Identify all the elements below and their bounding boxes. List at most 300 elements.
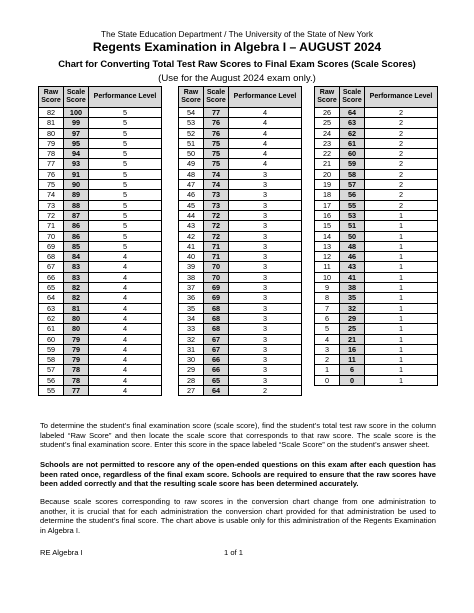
scale-score-cell: 25 [340,324,365,334]
raw-score-header: Raw Score [179,87,204,108]
scale-score-cell: 82 [64,293,89,303]
table-row [179,303,302,313]
scale-score-cell: 55 [340,200,365,210]
table-row [39,190,162,200]
performance-level-cell: 4 [89,324,162,334]
table-row [179,118,302,128]
scale-score-cell: 100 [64,108,89,118]
raw-score-cell: 41 [179,241,204,251]
raw-score-cell: 26 [315,108,340,118]
performance-level-cell: 3 [229,365,302,375]
scale-score-cell: 91 [64,169,89,179]
scale-score-cell: 73 [204,190,229,200]
table-row [179,324,302,334]
scale-score-cell: 68 [204,303,229,313]
raw-score-cell: 51 [179,138,204,148]
scale-score-cell: 74 [204,169,229,179]
table-row [179,386,302,396]
scale-score-cell: 78 [64,375,89,385]
performance-level-cell: 4 [89,293,162,303]
performance-level-header: Performance Level [229,87,302,108]
performance-level-cell: 5 [89,118,162,128]
scale-score-cell: 76 [204,128,229,138]
table-row [179,272,302,282]
raw-score-cell: 63 [39,303,64,313]
instructions-paragraph: To determine the student’s final examination score (scale score), find the student’s total test raw score in the column labeled “Raw Score” and then locate the scale score that corresponds to that raw score. The scale score is the student’s final examination score. Enter this score in the space labeled “Scale Score” on the student’s answer sheet. [40,421,436,450]
conversion-table-3 [314,86,438,386]
raw-score-cell: 75 [39,180,64,190]
table-row [315,221,438,231]
raw-score-cell: 77 [39,159,64,169]
table-row [179,169,302,179]
performance-level-cell: 5 [89,180,162,190]
scale-score-cell: 53 [340,210,365,220]
table-row [315,375,438,385]
table-row [39,118,162,128]
raw-score-cell: 0 [315,375,340,385]
scale-score-cell: 48 [340,241,365,251]
performance-level-cell: 4 [229,108,302,118]
performance-level-cell: 3 [229,272,302,282]
scale-score-cell: 69 [204,293,229,303]
scale-score-cell: 75 [204,159,229,169]
performance-level-cell: 5 [89,221,162,231]
table-row [179,365,302,375]
raw-score-header: Raw Score [39,87,64,108]
performance-level-cell: 4 [89,252,162,262]
scale-score-cell: 85 [64,241,89,251]
table-row [179,283,302,293]
usage-note: (Use for the August 2024 exam only.) [158,73,316,84]
raw-score-cell: 2 [315,355,340,365]
raw-score-cell: 25 [315,118,340,128]
scale-score-cell: 43 [340,262,365,272]
table-row [315,159,438,169]
raw-score-cell: 80 [39,128,64,138]
table-row [179,221,302,231]
chart-subtitle: Chart for Converting Total Test Raw Scores to Final Exam Scores (Scale Scores) [58,58,416,69]
table-row [39,138,162,148]
table-row [315,200,438,210]
table-row [39,149,162,159]
raw-score-cell: 18 [315,190,340,200]
performance-level-cell: 5 [89,190,162,200]
table-row [179,159,302,169]
agency-line: The State Education Department / The University of the State of New York [101,29,373,39]
performance-level-cell: 4 [89,386,162,396]
scale-score-cell: 72 [204,221,229,231]
conversion-table-2 [178,86,302,396]
table-row [315,283,438,293]
table-row [315,324,438,334]
table-row [179,231,302,241]
table-row [179,262,302,272]
raw-score-cell: 36 [179,293,204,303]
table-row [39,159,162,169]
raw-score-cell: 30 [179,355,204,365]
raw-score-cell: 78 [39,149,64,159]
performance-level-cell: 1 [365,231,438,241]
scale-score-cell: 38 [340,283,365,293]
scale-score-cell: 99 [64,118,89,128]
raw-score-cell: 69 [39,241,64,251]
performance-level-cell: 1 [365,334,438,344]
scale-score-cell: 68 [204,313,229,323]
scale-score-cell: 68 [204,324,229,334]
raw-score-cell: 53 [179,118,204,128]
table-row [315,241,438,251]
raw-score-cell: 10 [315,272,340,282]
raw-score-cell: 22 [315,149,340,159]
scale-score-cell: 46 [340,252,365,262]
scale-score-cell: 80 [64,324,89,334]
raw-score-cell: 9 [315,283,340,293]
performance-level-cell: 3 [229,169,302,179]
scale-score-cell: 56 [340,190,365,200]
scale-score-cell: 72 [204,231,229,241]
performance-level-cell: 1 [365,293,438,303]
raw-score-cell: 79 [39,138,64,148]
scale-score-cell: 88 [64,200,89,210]
raw-score-cell: 71 [39,221,64,231]
performance-level-cell: 4 [89,262,162,272]
performance-level-cell: 4 [89,344,162,354]
raw-score-cell: 62 [39,313,64,323]
raw-score-cell: 43 [179,221,204,231]
raw-score-header: Raw Score [315,87,340,108]
performance-level-cell: 5 [89,210,162,220]
scale-score-cell: 93 [64,159,89,169]
performance-level-cell: 4 [229,138,302,148]
administration-note-paragraph: Because scale scores corresponding to raw scores in the conversion chart change from one administration to another, it is crucial that for each administration the conversion chart provided for that administration be used to determine the student’s final score. The chart above is usable only for this administration of the Regents Examination in Algebra I. [40,497,436,535]
scale-score-cell: 82 [64,283,89,293]
raw-score-cell: 19 [315,180,340,190]
raw-score-cell: 61 [39,324,64,334]
raw-score-cell: 28 [179,375,204,385]
performance-level-cell: 3 [229,210,302,220]
table-row [315,262,438,272]
scale-score-cell: 35 [340,293,365,303]
raw-score-cell: 47 [179,180,204,190]
raw-score-cell: 42 [179,231,204,241]
table-row [315,334,438,344]
performance-level-cell: 2 [365,128,438,138]
scale-score-cell: 77 [204,108,229,118]
performance-level-cell: 2 [365,149,438,159]
performance-level-cell: 3 [229,334,302,344]
performance-level-cell: 5 [89,108,162,118]
raw-score-cell: 23 [315,138,340,148]
table-row [39,283,162,293]
raw-score-cell: 8 [315,293,340,303]
scale-score-cell: 77 [64,386,89,396]
performance-level-cell: 4 [89,303,162,313]
scale-score-cell: 21 [340,334,365,344]
scale-score-cell: 41 [340,272,365,282]
performance-level-cell: 3 [229,313,302,323]
performance-level-cell: 3 [229,252,302,262]
performance-level-cell: 2 [229,386,302,396]
table-row [39,303,162,313]
raw-score-cell: 7 [315,303,340,313]
table-row [315,231,438,241]
table-row [39,365,162,375]
scale-score-cell: 50 [340,231,365,241]
scale-score-cell: 70 [204,272,229,282]
raw-score-cell: 70 [39,231,64,241]
table-row [315,313,438,323]
raw-score-cell: 50 [179,149,204,159]
performance-level-cell: 4 [89,355,162,365]
table-row [179,375,302,385]
table-row [315,169,438,179]
table-row [315,138,438,148]
performance-level-cell: 1 [365,365,438,375]
table-row [315,210,438,220]
footer-exam-name: RE Algebra I [40,548,83,557]
raw-score-cell: 73 [39,200,64,210]
scale-score-cell: 62 [340,128,365,138]
scale-score-header: Scale Score [64,87,89,108]
table-row [315,252,438,262]
performance-level-cell: 5 [89,200,162,210]
raw-score-cell: 49 [179,159,204,169]
raw-score-cell: 34 [179,313,204,323]
table-row [179,200,302,210]
table-row [315,190,438,200]
raw-score-cell: 1 [315,365,340,375]
scale-score-cell: 59 [340,159,365,169]
raw-score-cell: 55 [39,386,64,396]
raw-score-cell: 24 [315,128,340,138]
table-row [315,149,438,159]
scale-score-header: Scale Score [204,87,229,108]
performance-level-cell: 4 [89,283,162,293]
raw-score-cell: 52 [179,128,204,138]
raw-score-cell: 4 [315,334,340,344]
raw-score-cell: 66 [39,272,64,282]
performance-level-cell: 5 [89,149,162,159]
raw-score-cell: 21 [315,159,340,169]
performance-level-cell: 2 [365,138,438,148]
scale-score-cell: 97 [64,128,89,138]
performance-level-cell: 2 [365,180,438,190]
table-row [315,272,438,282]
performance-level-cell: 1 [365,272,438,282]
raw-score-cell: 67 [39,262,64,272]
performance-level-cell: 2 [365,118,438,128]
performance-level-cell: 4 [229,128,302,138]
table-row [179,180,302,190]
raw-score-cell: 68 [39,252,64,262]
scale-score-cell: 76 [204,118,229,128]
scale-score-cell: 63 [340,118,365,128]
rescore-policy-paragraph: Schools are not permitted to rescore any of the open-ended questions on this exam after each question has been rated once, regardless of the final exam score. Schools are required to ensure that the raw scores have been added correctly and that the resulting scale score has been determined accurately. [40,460,436,489]
performance-level-cell: 5 [89,241,162,251]
performance-level-cell: 1 [365,355,438,365]
performance-level-header: Performance Level [365,87,438,108]
scale-score-cell: 79 [64,344,89,354]
scale-score-cell: 61 [340,138,365,148]
performance-level-cell: 4 [89,272,162,282]
table-row [315,344,438,354]
scale-score-cell: 79 [64,355,89,365]
scale-score-cell: 66 [204,365,229,375]
scale-score-cell: 16 [340,344,365,354]
scale-score-cell: 75 [204,149,229,159]
performance-level-cell: 1 [365,221,438,231]
table-row [39,324,162,334]
scale-score-cell: 66 [204,355,229,365]
table-row [39,108,162,118]
scale-score-cell: 6 [340,365,365,375]
table-row [39,231,162,241]
table-row [179,138,302,148]
scale-score-cell: 32 [340,303,365,313]
raw-score-cell: 38 [179,272,204,282]
raw-score-cell: 20 [315,169,340,179]
table-row [39,221,162,231]
performance-level-cell: 4 [89,334,162,344]
performance-level-cell: 2 [365,200,438,210]
performance-level-cell: 1 [365,262,438,272]
raw-score-cell: 11 [315,262,340,272]
scale-score-cell: 94 [64,149,89,159]
scale-score-cell: 0 [340,375,365,385]
performance-level-header: Performance Level [89,87,162,108]
raw-score-cell: 56 [39,375,64,385]
scale-score-cell: 64 [204,386,229,396]
performance-level-cell: 3 [229,355,302,365]
scale-score-cell: 90 [64,180,89,190]
performance-level-cell: 2 [365,190,438,200]
performance-level-cell: 3 [229,262,302,272]
raw-score-cell: 45 [179,200,204,210]
performance-level-cell: 3 [229,200,302,210]
performance-level-cell: 1 [365,303,438,313]
scale-score-cell: 84 [64,252,89,262]
table-row [39,210,162,220]
performance-level-cell: 3 [229,303,302,313]
table-row [39,375,162,385]
scale-score-cell: 95 [64,138,89,148]
table-row [179,252,302,262]
table-row [315,180,438,190]
table-row [179,190,302,200]
table-row [39,180,162,190]
scale-score-cell: 60 [340,149,365,159]
table-row [315,128,438,138]
table-row [315,118,438,128]
raw-score-cell: 54 [179,108,204,118]
raw-score-cell: 76 [39,169,64,179]
scale-score-cell: 11 [340,355,365,365]
table-row [39,252,162,262]
performance-level-cell: 3 [229,231,302,241]
table-row [315,355,438,365]
scale-score-cell: 73 [204,200,229,210]
raw-score-cell: 32 [179,334,204,344]
performance-level-cell: 5 [89,159,162,169]
performance-level-cell: 1 [365,283,438,293]
scale-score-cell: 74 [204,180,229,190]
table-row [179,210,302,220]
raw-score-cell: 59 [39,344,64,354]
raw-score-cell: 13 [315,241,340,251]
performance-level-cell: 5 [89,128,162,138]
raw-score-cell: 40 [179,252,204,262]
performance-level-cell: 2 [365,169,438,179]
scale-score-cell: 72 [204,210,229,220]
scale-score-cell: 69 [204,283,229,293]
performance-level-cell: 3 [229,241,302,251]
table-row [39,169,162,179]
table-row [39,313,162,323]
performance-level-cell: 4 [89,375,162,385]
scale-score-cell: 64 [340,108,365,118]
scale-score-cell: 67 [204,334,229,344]
raw-score-cell: 16 [315,210,340,220]
performance-level-cell: 4 [229,149,302,159]
scale-score-cell: 75 [204,138,229,148]
scale-score-cell: 89 [64,190,89,200]
performance-level-cell: 4 [89,313,162,323]
conversion-tables [38,86,438,412]
raw-score-cell: 33 [179,324,204,334]
performance-level-cell: 1 [365,324,438,334]
raw-score-cell: 82 [39,108,64,118]
raw-score-cell: 72 [39,210,64,220]
performance-level-cell: 3 [229,180,302,190]
raw-score-cell: 44 [179,210,204,220]
raw-score-cell: 35 [179,303,204,313]
scale-score-header: Scale Score [340,87,365,108]
table-row [315,365,438,375]
raw-score-cell: 29 [179,365,204,375]
scale-score-cell: 71 [204,241,229,251]
scale-score-cell: 87 [64,210,89,220]
performance-level-cell: 1 [365,313,438,323]
performance-level-cell: 3 [229,324,302,334]
performance-level-cell: 5 [89,231,162,241]
table-row [315,303,438,313]
raw-score-cell: 31 [179,344,204,354]
raw-score-cell: 58 [39,355,64,365]
performance-level-cell: 3 [229,221,302,231]
table-row [39,293,162,303]
scale-score-cell: 51 [340,221,365,231]
table-row [179,128,302,138]
raw-score-cell: 81 [39,118,64,128]
table-row [39,386,162,396]
performance-level-cell: 2 [365,108,438,118]
table-row [39,241,162,251]
performance-level-cell: 2 [365,159,438,169]
raw-score-cell: 60 [39,334,64,344]
scale-score-cell: 79 [64,334,89,344]
raw-score-cell: 15 [315,221,340,231]
performance-level-cell: 1 [365,241,438,251]
raw-score-cell: 65 [39,283,64,293]
performance-level-cell: 1 [365,375,438,385]
raw-score-cell: 5 [315,324,340,334]
performance-level-cell: 4 [229,118,302,128]
table-row [315,293,438,303]
performance-level-cell: 5 [89,169,162,179]
raw-score-cell: 37 [179,283,204,293]
raw-score-cell: 12 [315,252,340,262]
scale-score-cell: 29 [340,313,365,323]
